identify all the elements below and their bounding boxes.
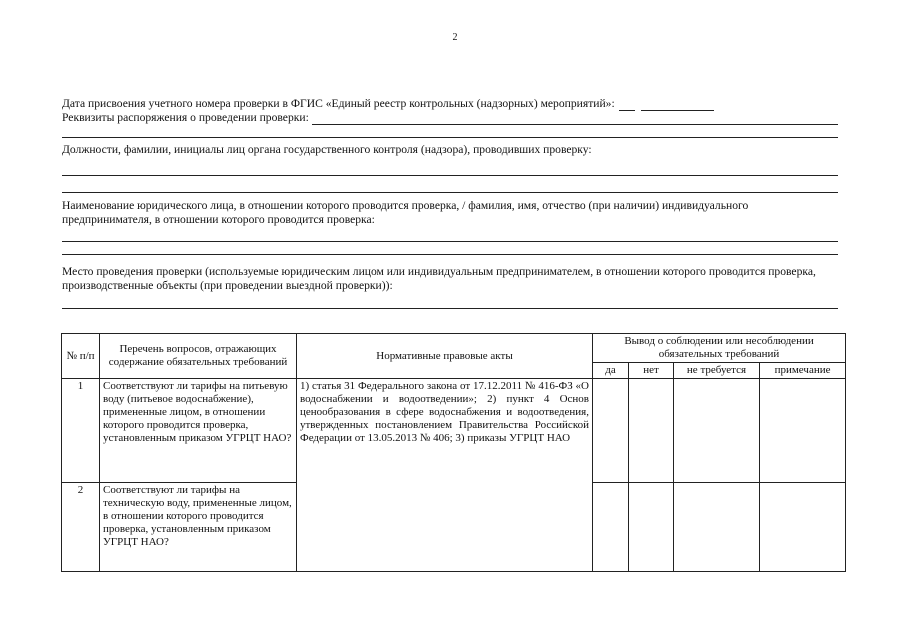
row-question: Соответствуют ли тарифы на питьевую воду (питьевое водоснабжение), примененные лицом, в отношении которого проводится проверка, установленным приказом УГРЦТ НАО? (100, 379, 297, 483)
blank-line (62, 254, 838, 255)
registration-date-row (62, 97, 838, 111)
table-header-row (62, 334, 846, 363)
checklist-table (61, 333, 846, 572)
header-conclusion: Вывод о соблюдении или несоблюдении обязательных требований (593, 334, 846, 363)
answer-no-cell[interactable] (629, 379, 674, 483)
table-row (62, 379, 846, 483)
blank-line (62, 308, 838, 309)
answer-not-required-cell[interactable] (674, 379, 760, 483)
answer-yes-cell[interactable] (593, 483, 629, 572)
row-question: Соответствуют ли тарифы на техническую воду, примененные лицом, в отношении которого проводится проверка, установленным приказом УГРЦТ НАО? (100, 483, 297, 572)
header-yes: да (593, 363, 629, 379)
header-questions: Перечень вопросов, отражающих содержание обязательных требований (100, 334, 297, 379)
registration-date-short-blank (619, 99, 635, 111)
inspection-details (62, 97, 838, 309)
answer-note-cell[interactable] (760, 379, 846, 483)
row-number: 2 (62, 483, 100, 572)
entity-label: Наименование юридического лица, в отношении которого проводится проверка, / фамилия, имя, отчество (при наличии) индивидуального предпринимателя, в отношении которого проводится проверка: (62, 199, 749, 226)
header-no: нет (629, 363, 674, 379)
location-label: Место проведения проверки (используемые юридическим лицом или индивидуальным предпринимателем, в отношении которого проводится проверка, производственные объекты (при проведении выездной проверки)): (62, 265, 816, 292)
blank-line (62, 192, 838, 193)
page-number: 2 (452, 32, 458, 43)
inspectors-label: Должности, фамилии, инициалы лиц органа государственного контроля (надзора), проводивших проверку: (62, 143, 592, 156)
blank-line (62, 137, 838, 138)
registration-date-label: Дата присвоения учетного номера проверки в ФГИС «Единый реестр контрольных (надзорных) мероприятий»: (62, 97, 615, 110)
registration-date-blank (641, 99, 714, 111)
order-details-label: Реквизиты распоряжения о проведении проверки: (62, 111, 309, 124)
blank-line (62, 175, 838, 176)
header-not-required: не требуется (674, 363, 760, 379)
legal-acts-cell: 1) статья 31 Федерального закона от 17.12.2011 № 416-ФЗ «О водоснабжении и водоотведении»; 2) пункт 4 Основ ценообразования в сфере водоснабжения и водоотведения, утвержденных постановлением Правительства Российской Федерации от 13.05.2013 № 406; 3) приказы УГРЦТ НАО (297, 379, 593, 572)
order-details-blank (312, 113, 838, 125)
header-number: № п/п (62, 334, 100, 379)
answer-note-cell[interactable] (760, 483, 846, 572)
blank-line (62, 241, 838, 242)
answer-not-required-cell[interactable] (674, 483, 760, 572)
row-number: 1 (62, 379, 100, 483)
order-details-row (62, 111, 838, 125)
answer-no-cell[interactable] (629, 483, 674, 572)
answer-yes-cell[interactable] (593, 379, 629, 483)
header-note: примечание (760, 363, 846, 379)
header-legal-acts: Нормативные правовые акты (297, 334, 593, 379)
